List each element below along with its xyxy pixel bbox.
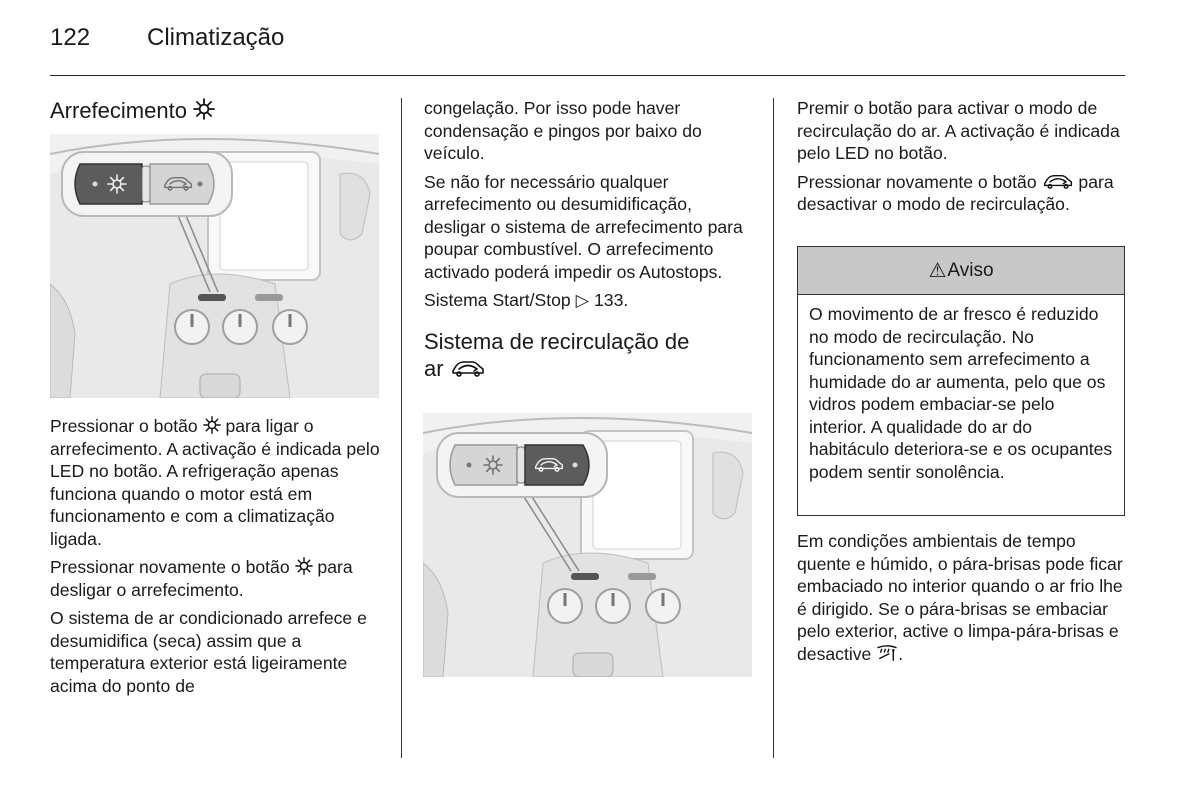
column-3	[797, 97, 1127, 222]
warning-header	[798, 247, 1124, 295]
warning-title: Aviso	[947, 259, 994, 281]
text-run: .	[898, 643, 904, 664]
paragraph	[797, 171, 1127, 216]
paragraph: O sistema de ar condicionado arrefece e desumidifica (seca) assim que a temperatura exterior está ligeiramente acima do ponto de	[50, 608, 367, 696]
text-run: para desligar o arrefecimento.	[50, 557, 353, 600]
column-2	[424, 97, 754, 382]
paragraph	[50, 556, 385, 601]
header-rule	[50, 75, 1125, 76]
warning-box	[797, 246, 1125, 516]
recirculation-button-illustration	[423, 413, 752, 677]
column-divider	[773, 98, 774, 758]
recirculation-icon	[1042, 172, 1074, 190]
text-run: para ligar o arrefecimento. A activação é indicada pelo LED no botão. A refrigeração apenas funciona quando o motor está em funcionamento e com a climatização ligada.	[50, 416, 380, 549]
wiper-icon	[876, 644, 898, 662]
snowflake-icon	[295, 557, 313, 575]
column-1-body	[50, 415, 385, 703]
text-run: Sistema Start/Stop	[424, 290, 571, 310]
section-heading-cooling	[50, 97, 385, 124]
paragraph: Se não for necessário qualquer arrefecimento ou desumidificação, desligar o sistema de arrefecimento para poupar combustível. O arrefecimento activado poderá impedir os Autostops.	[424, 171, 743, 282]
snowflake-icon	[203, 416, 221, 434]
paragraph	[50, 415, 385, 550]
text-run: Pressionar novamente o botão	[50, 557, 290, 577]
paragraph: Premir o botão para activar o modo de recirculação do ar. A activação é indicada pelo LED no botão.	[797, 98, 1120, 163]
cooling-button-illustration	[50, 134, 379, 398]
section-heading-recirculation	[424, 328, 754, 382]
paragraph: congelação. Por isso pode haver condensação e pingos por baixo do veículo.	[424, 98, 702, 163]
column-1	[50, 97, 385, 124]
text-run: Em condições ambientais de tempo quente e húmido, o pára-brisas pode ficar embaciado no interior quando o ar frio lhe é dirigido. Se o pára-brisas se embaciar pelo exterior, active o limpa-pára-brisas e desactive	[797, 531, 1123, 664]
paragraph	[797, 530, 1127, 665]
text-run: 133.	[594, 290, 629, 310]
reference-arrow-icon: ▷	[575, 290, 590, 310]
section-heading-text: ar	[424, 355, 444, 381]
warning-text: O movimento de ar fresco é reduzido no modo de recirculação. No funcionamento sem arrefecimento a humidade do ar aumenta, pelo que os vidros podem embaciar-se pelo interior. A qualidade do ar do habitáculo deteriora-se e os ocupantes podem sentir sonolência.	[809, 304, 1113, 482]
page-number: 122	[50, 24, 91, 51]
recirculation-icon	[450, 358, 486, 378]
section-heading-text: Arrefecimento	[50, 98, 187, 123]
text-run: para desactivar o modo de recirculação.	[797, 171, 1114, 214]
snowflake-icon	[193, 98, 215, 120]
column-3-body	[797, 530, 1127, 671]
chapter-title: Climatização	[147, 24, 285, 51]
column-divider	[401, 98, 402, 758]
text-run: Pressionar o botão	[50, 416, 198, 436]
text-run: Pressionar novamente o botão	[797, 171, 1037, 192]
warning-triangle-icon: ⚠	[928, 260, 947, 282]
cross-reference	[424, 289, 754, 312]
section-heading-text: Sistema de recirculação de	[424, 328, 690, 354]
